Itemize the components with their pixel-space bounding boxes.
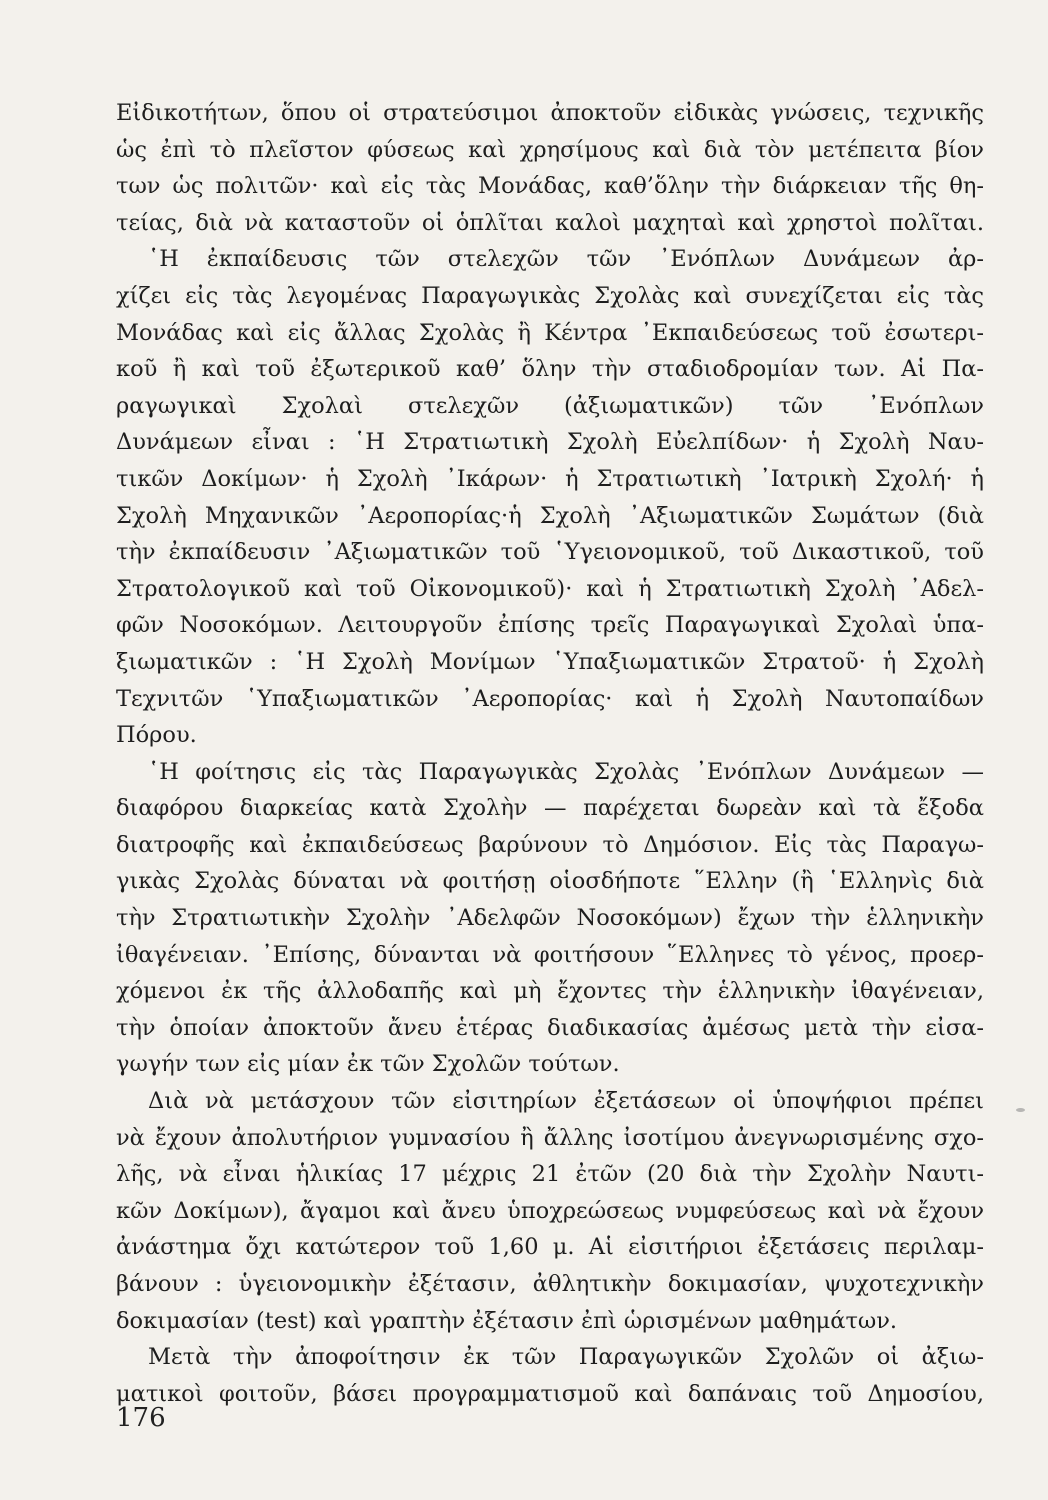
text-line: ῾Η ἐκπαίδευσις τῶν στελεχῶν τῶν ᾿Ενόπλων Δυνάμεων ἀρ-: [148, 246, 984, 273]
text-line: Μονάδας καὶ εἰς ἄλλας Σχολὰς ἢ Κέντρα ᾿Εκπαιδεύσεως τοῦ ἐσωτερι-: [116, 319, 984, 346]
paragraph-4: [116, 1083, 984, 1339]
text-line: χίζει εἰς τὰς λεγομένας Παραγωγικὰς Σχολὰς καὶ συνεχίζεται εἰς τὰς: [116, 282, 984, 309]
text-line: δοκιμασίαν (test) καὶ γραπτὴν ἐξέτασιν ἐπὶ ὡρισμένων μαθημάτων.: [116, 1307, 898, 1334]
text-line: Σχολὴ Μηχανικῶν ᾿Αεροπορίας·ἡ Σχολὴ ᾿Αξιωματικῶν Σωμάτων (διὰ: [116, 502, 984, 529]
text-line: χόμενοι ἐκ τῆς ἀλλοδαπῆς καὶ μὴ ἔχοντες τὴν ἑλληνικὴν ἰθαγένειαν,: [116, 978, 984, 1005]
text-line: ἀνάστημα ὄχι κατώτερον τοῦ 1,60 μ. Αἱ εἰσιτήριοι ἐξετάσεις περιλαμ-: [116, 1234, 984, 1261]
text-line: ραγωγικαὶ Σχολαὶ στελεχῶν (ἀξιωματικῶν) τῶν ᾿Ενόπλων: [116, 392, 984, 419]
paragraph-1: [116, 95, 984, 241]
text-line: διατροφῆς καὶ ἐκπαιδεύσεως βαρύνουν τὸ Δημόσιον. Εἰς τὰς Παραγω-: [116, 831, 984, 858]
text-line: φῶν Νοσοκόμων. Λειτουργοῦν ἐπίσης τρεῖς Παραγωγικαὶ Σχολαὶ ὑπα-: [116, 612, 984, 639]
text-line: νὰ ἔχουν ἀπολυτήριον γυμνασίου ἢ ἄλλης ἰσοτίμου ἀνεγνωρισμένης σχο-: [116, 1124, 984, 1151]
paragraph-3: [116, 754, 984, 1083]
text-line: κοῦ ἢ καὶ τοῦ ἐξωτερικοῦ καθ’ ὅλην τὴν σταδιοδρομίαν των. Αἱ Πα-: [116, 356, 984, 383]
print-speck: [1016, 1108, 1025, 1112]
text-line: κῶν Δοκίμων), ἄγαμοι καὶ ἄνευ ὑποχρεώσεως νυμφεύσεως καὶ νὰ ἔχουν: [116, 1197, 984, 1224]
text-line: ὡς ἐπὶ τὸ πλεῖστον φύσεως καὶ χρησίμους καὶ διὰ τὸν μετέπειτα βίον: [116, 136, 984, 163]
text-line: Εἰδικοτήτων, ὅπου οἱ στρατεύσιμοι ἀποκτοῦν εἰδικὰς γνώσεις, τεχνικῆς: [116, 100, 984, 126]
text-line: Πόρου.: [116, 722, 197, 749]
body-text: [116, 95, 984, 1412]
text-line: ἰθαγένειαν. ᾿Επίσης, δύνανται νὰ φοιτήσουν ῞Ελληνες τὸ γένος, προερ-: [116, 941, 984, 968]
text-line: τὴν Στρατιωτικὴν Σχολὴν ᾿Αδελφῶν Νοσοκόμων) ἔχων τὴν ἑλληνικὴν: [116, 905, 984, 932]
text-line: διαφόρου διαρκείας κατὰ Σχολὴν — παρέχεται δωρεὰν καὶ τὰ ἔξοδα: [116, 795, 984, 822]
text-line: τικῶν Δοκίμων· ἡ Σχολὴ ᾿Ικάρων· ἡ Στρατιωτικὴ ᾿Ιατρικὴ Σχολή· ἡ: [116, 465, 984, 492]
paragraph-2: [116, 241, 984, 753]
text-line: ματικοὶ φοιτοῦν, βάσει προγραμματισμοῦ καὶ δαπάναις τοῦ Δημοσίου,: [116, 1380, 984, 1407]
text-line: τείας, διὰ νὰ καταστοῦν οἱ ὁπλῖται καλοὶ μαχηταὶ καὶ χρηστοὶ πολῖται.: [116, 209, 984, 236]
text-line: ῾Η φοίτησις εἰς τὰς Παραγωγικὰς Σχολὰς ᾿Ενόπλων Δυνάμεων —: [148, 758, 984, 785]
text-line: λῆς, νὰ εἶναι ἡλικίας 17 μέχρις 21 ἐτῶν (20 διὰ τὴν Σχολὴν Ναυτι-: [116, 1161, 984, 1188]
text-line: γικὰς Σχολὰς δύναται νὰ φοιτήσῃ οἱοσδήποτε ῞Ελλην (ἢ ῾Ελληνὶς διὰ: [116, 868, 984, 895]
text-line: Διὰ νὰ μετάσχουν τῶν εἰσιτηρίων ἐξετάσεων οἱ ὑποψήφιοι πρέπει: [148, 1088, 984, 1115]
text-line: τὴν ἐκπαίδευσιν ᾿Αξιωματικῶν τοῦ ῾Υγειονομικοῦ, τοῦ Δικαστικοῦ, τοῦ: [116, 539, 984, 566]
text-line: βάνουν : ὑγειονομικὴν ἐξέτασιν, ἀθλητικὴν δοκιμασίαν, ψυχοτεχνικὴν: [116, 1271, 984, 1297]
text-line: τὴν ὁποίαν ἀποκτοῦν ἄνευ ἑτέρας διαδικασίας ἀμέσως μετὰ τὴν εἰσα-: [116, 1014, 984, 1041]
text-line: γωγήν των εἰς μίαν ἐκ τῶν Σχολῶν τούτων.: [116, 1051, 620, 1078]
text-line: Τεχνιτῶν ῾Υπαξιωματικῶν ᾿Αεροπορίας· καὶ ἡ Σχολὴ Ναυτοπαίδων: [116, 685, 984, 712]
text-line: Μετὰ τὴν ἀποφοίτησιν ἐκ τῶν Παραγωγικῶν Σχολῶν οἱ ἀξιω-: [148, 1344, 984, 1371]
page-number: 176: [116, 1403, 166, 1433]
text-line: Δυνάμεων εἶναι : ῾Η Στρατιωτικὴ Σχολὴ Εὐελπίδων· ἡ Σχολὴ Ναυ-: [116, 429, 984, 456]
paragraph-5: [116, 1339, 984, 1412]
text-line: Στρατολογικοῦ καὶ τοῦ Οἰκονομικοῦ)· καὶ ἡ Στρατιωτικὴ Σχολὴ ᾿Αδελ-: [116, 575, 984, 602]
text-line: ξιωματικῶν : ῾Η Σχολὴ Μονίμων ῾Υπαξιωματικῶν Στρατοῦ· ἡ Σχολὴ: [116, 648, 984, 675]
text-line: των ὡς πολιτῶν· καὶ εἰς τὰς Μονάδας, καθ’ὅλην τὴν διάρκειαν τῆς θη-: [116, 173, 984, 200]
